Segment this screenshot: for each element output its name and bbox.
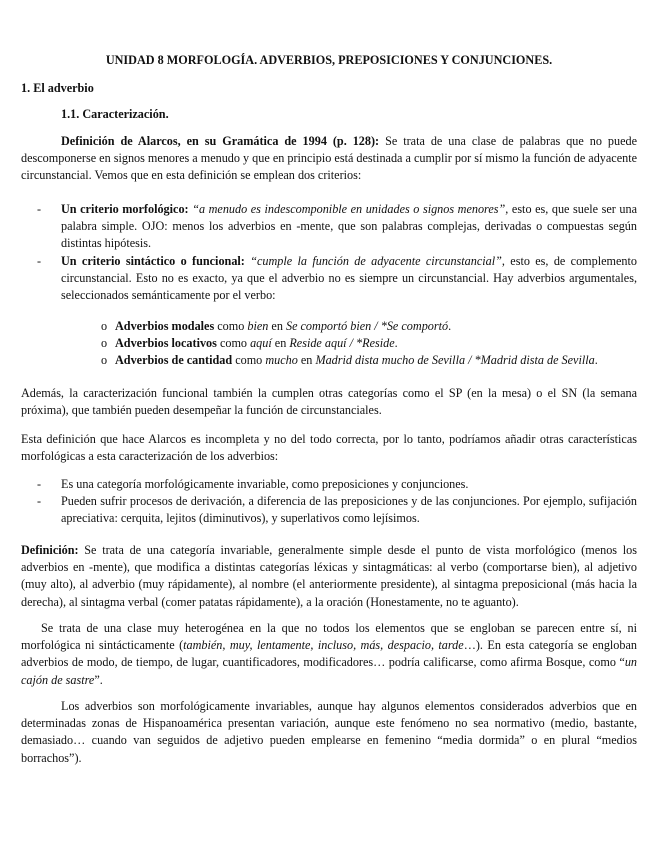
subtype-cantidad-word: mucho [265, 353, 298, 368]
criterion-morfologico-quote: “a menudo es indescomponible en unidades o signos menores” [192, 202, 506, 216]
criterion-sintactico-quote: “cumple la función de adyacente circunstancial” [250, 253, 502, 268]
feature-derivacion: - Pueden sufrir procesos de derivación, a diferencia de las preposiciones y de las conjunciones. Por ejemplo, sufijación apreciativa: cerquita, lejitos (diminutivos), y superlativos como lejísimos. [21, 493, 637, 527]
criterion-morfologico-label: Un criterio morfológico: [61, 202, 189, 216]
heterogenea-text-3: ”. [94, 672, 103, 687]
paragraph-heterogenea [21, 620, 637, 689]
subtype-modales [101, 318, 641, 335]
criterion-morfologico [21, 201, 637, 253]
feature-invariable: - Es una categoría morfológicamente invariable, como preposiciones y conjunciones. [21, 476, 637, 493]
criterion-sintactico-text: , esto es, de complemento circunstancial. Esto no es exacto, ya que el adverbio no es siempre un circunstancial. Hay adverbios argumentales, seleccionados semánticamente por el verbo: [61, 253, 638, 303]
subtype-cantidad-example: Madrid dista mucho de Sevilla / *Madrid dista de Sevilla [315, 353, 595, 368]
heterogenea-text-1: Se trata de una clase muy heterogénea en la que no todos los elementos que se engloban se parecen entre sí, ni morfológica ni sintácticamente ( [21, 621, 637, 653]
punctuation: . [448, 319, 452, 333]
definicion-label: Definición: [21, 543, 79, 557]
subsection-heading-caracterizacion: 1.1. Caracterización. [61, 107, 169, 121]
subtype-cantidad [101, 352, 641, 369]
connector-text: como [232, 353, 266, 368]
adverb-subtypes-list [101, 318, 641, 370]
subtype-locativos [101, 335, 641, 352]
subtype-cantidad-label: Adverbios de cantidad [115, 353, 233, 368]
paragraph-definicion-alarcos [21, 133, 637, 185]
features-list [21, 476, 637, 528]
subtype-modales-word: bien [247, 319, 269, 333]
connector-text: en [268, 319, 286, 333]
document-title: UNIDAD 8 MORFOLOGÍA. ADVERBIOS, PREPOSICIONES Y CONJUNCIONES. [105, 53, 553, 67]
paragraph-invariables: Los adverbios son morfológicamente invariables, aunque hay algunos elementos considerados adverbios que en determinadas zonas de Hispanoamérica presentan variación, aunque este fenómeno no sea normativo (medio, bastante, demasiado… cuando van seguidos de adjetivo pueden emplearse en femenino “media dormida” o en plural “medios borrachos”). [21, 699, 637, 765]
criterion-sintactico [21, 253, 637, 305]
criteria-list [21, 201, 637, 304]
definicion-text: Se trata de una categoría invariable, generalmente simple desde el punto de vista morfológico (menos los adverbios en -mente), que modifica a distintas categorías léxicas y sintagmáticas: al verbo (comportarse bien), al adjetivo (muy alto), al adverbio (muy rápidamente), al nombre (el anteriormente presidente), al sintagma preposicional (más hacia la derecha), al sintagma verbal (comer patatas rápidamente), a la oración (Honestamente, no te aguanto). [21, 543, 637, 609]
section-heading-adverbio: 1. El adverbio [21, 81, 94, 95]
connector-text: en [271, 336, 290, 351]
definicion-alarcos-label: Definición de Alarcos, en su Gramática de 1994 (p. 128): [61, 134, 380, 148]
paragraph-definicion [21, 542, 637, 611]
heterogenea-quote: un cajón de sastre [21, 655, 637, 687]
punctuation: . [594, 353, 598, 368]
paragraph-incompleta: Esta definición que hace Alarcos es incompleta y no del todo correcta, por lo tanto, podríamos añadir otras características morfológicas a esta caracterización de los adverbios: [21, 432, 637, 464]
punctuation: . [394, 336, 398, 351]
heterogenea-examples: también, muy, lentamente, incluso, más, despacio, tarde [183, 638, 464, 653]
subtype-modales-label: Adverbios modales [115, 319, 215, 333]
definicion-alarcos-text: Se trata de una clase de palabras que no puede descomponerse en signos menores a menudo y que en principio está destinada a cumplir por sí mismo la función de adyacente circunstancial. Vemos que en esta definición se emplean dos criterios: [21, 134, 637, 183]
subtype-locativos-word: aquí [250, 336, 272, 351]
connector-text: como [214, 319, 248, 333]
subtype-locativos-label: Adverbios locativos [115, 336, 217, 351]
connector-text: como [216, 336, 251, 351]
subtype-modales-example: Se comportó bien / *Se comportó [285, 319, 449, 333]
subtype-locativos-example: Reside aquí / *Reside [289, 336, 395, 351]
paragraph-ademas: Además, la caracterización funcional también la cumplen otras categorías como el SP (en la mesa) o el SN (la semana próxima), que también pueden desempeñar la función de circunstanciales. [21, 386, 637, 418]
heterogenea-text-2: …). En esta categoría se engloban adverbios de modo, de tiempo, de lugar, cuantificadores, modificadores… podría calificarse, como afirma Bosque, como “ [21, 638, 637, 670]
criterion-sintactico-label: Un criterio sintáctico o funcional: [61, 253, 245, 268]
criterion-morfologico-text: , esto es, que suele ser una palabra simple. OJO: menos los adverbios en -mente, que son palabras complejas, derivadas o compuestas según distintas hipótesis. [61, 202, 638, 251]
connector-text: en [297, 353, 316, 368]
